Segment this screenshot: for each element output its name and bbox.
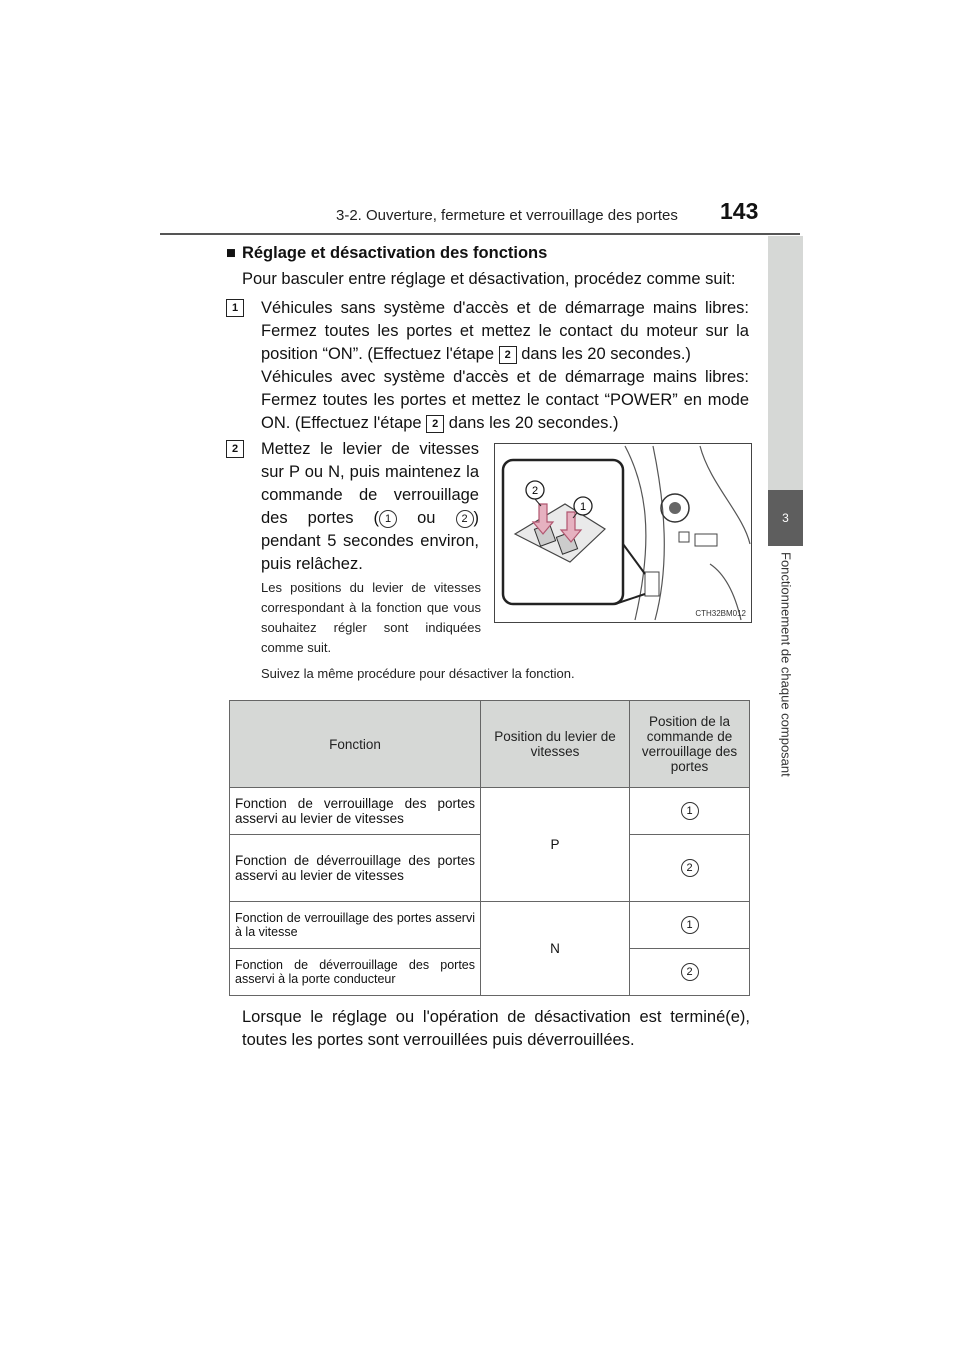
header-gear-position: Position du levier de vitesses	[481, 701, 630, 788]
section-title: ■ Réglage et désactivation des fonctions	[226, 244, 548, 262]
table-row: Fonction de verrouillage des portes asservi au levier de vitesses P 1	[230, 788, 750, 835]
side-strip	[768, 236, 803, 490]
chapter-tab: 3	[768, 490, 803, 546]
header-switch-position: Position de la commande de verrouillage des portes	[630, 701, 750, 788]
section-intro: Pour basculer entre réglage et désactivation, procédez comme suit:	[242, 270, 736, 288]
dashboard-drawing	[495, 444, 751, 622]
callout-1-label: 1	[579, 501, 587, 513]
function-table	[229, 700, 750, 996]
header-rule	[160, 233, 800, 235]
bullet-square-icon: ■	[226, 244, 236, 262]
chapter-title-vertical: Fonctionnement de chaque composant	[778, 552, 794, 777]
table-row: Fonction de déverrouillage des portes asservi à la porte conducteur 2	[230, 949, 750, 996]
callout-1-icon: 1	[379, 510, 397, 528]
callout-2-icon: 2	[456, 510, 474, 528]
callout-2-label: 2	[531, 485, 539, 497]
deactivate-note: Suivez la même procédure pour désactiver la fonction.	[261, 666, 575, 681]
table-header-row	[230, 701, 750, 788]
callout-1-icon: 1	[681, 916, 699, 934]
completion-note: Lorsque le réglage ou l'opération de désactivation est terminé(e), toutes les portes sont verrouillées puis déverrouillées.	[242, 1008, 750, 1049]
page-number: 143	[720, 198, 759, 224]
table-row: Fonction de déverrouillage des portes asservi au levier de vitesses 2	[230, 835, 750, 902]
running-header: 3-2. Ouverture, fermeture et verrouillage des portes	[336, 207, 678, 224]
callout-2-icon: 2	[681, 963, 699, 981]
header-function: Fonction	[230, 701, 481, 788]
step-2-marker: 2	[226, 440, 244, 458]
callout-2-icon: 2	[681, 859, 699, 877]
gear-position-note: Les positions du levier de vitesses correspondant à la fonction que vous souhaitez régler sont indiquées comme suit.	[261, 580, 481, 655]
step-1-marker: 1	[226, 299, 244, 317]
door-lock-switch-illustration	[494, 443, 752, 623]
step-2-text: Mettez le levier de vitesses sur P ou N, puis maintenez la commande de verrouillage des portes ( 1 ou 2 ) pendant 5 secondes environ, puis relâchez.	[261, 440, 479, 573]
step-ref-box: 2	[426, 415, 444, 433]
step-ref-box: 2	[499, 346, 517, 364]
step-1-text: Véhicules sans système d'accès et de démarrage mains libres: Fermez toutes les portes et mettez le contact du moteur sur la position “ON”. (Effectuez l'étape 2 dans les 20 secondes.) Véhicules avec système d'accès et de démarrage mains libres: Fermez toutes les portes et mettez le contact “POWER” en mode ON. (Effectuez l'étape 2 dans les 20 secondes.)	[261, 299, 749, 432]
illustration-code: CTH32BM012	[695, 609, 746, 618]
callout-1-icon: 1	[681, 802, 699, 820]
table-row: Fonction de verrouillage des portes asservi à la vitesse N 1	[230, 902, 750, 949]
